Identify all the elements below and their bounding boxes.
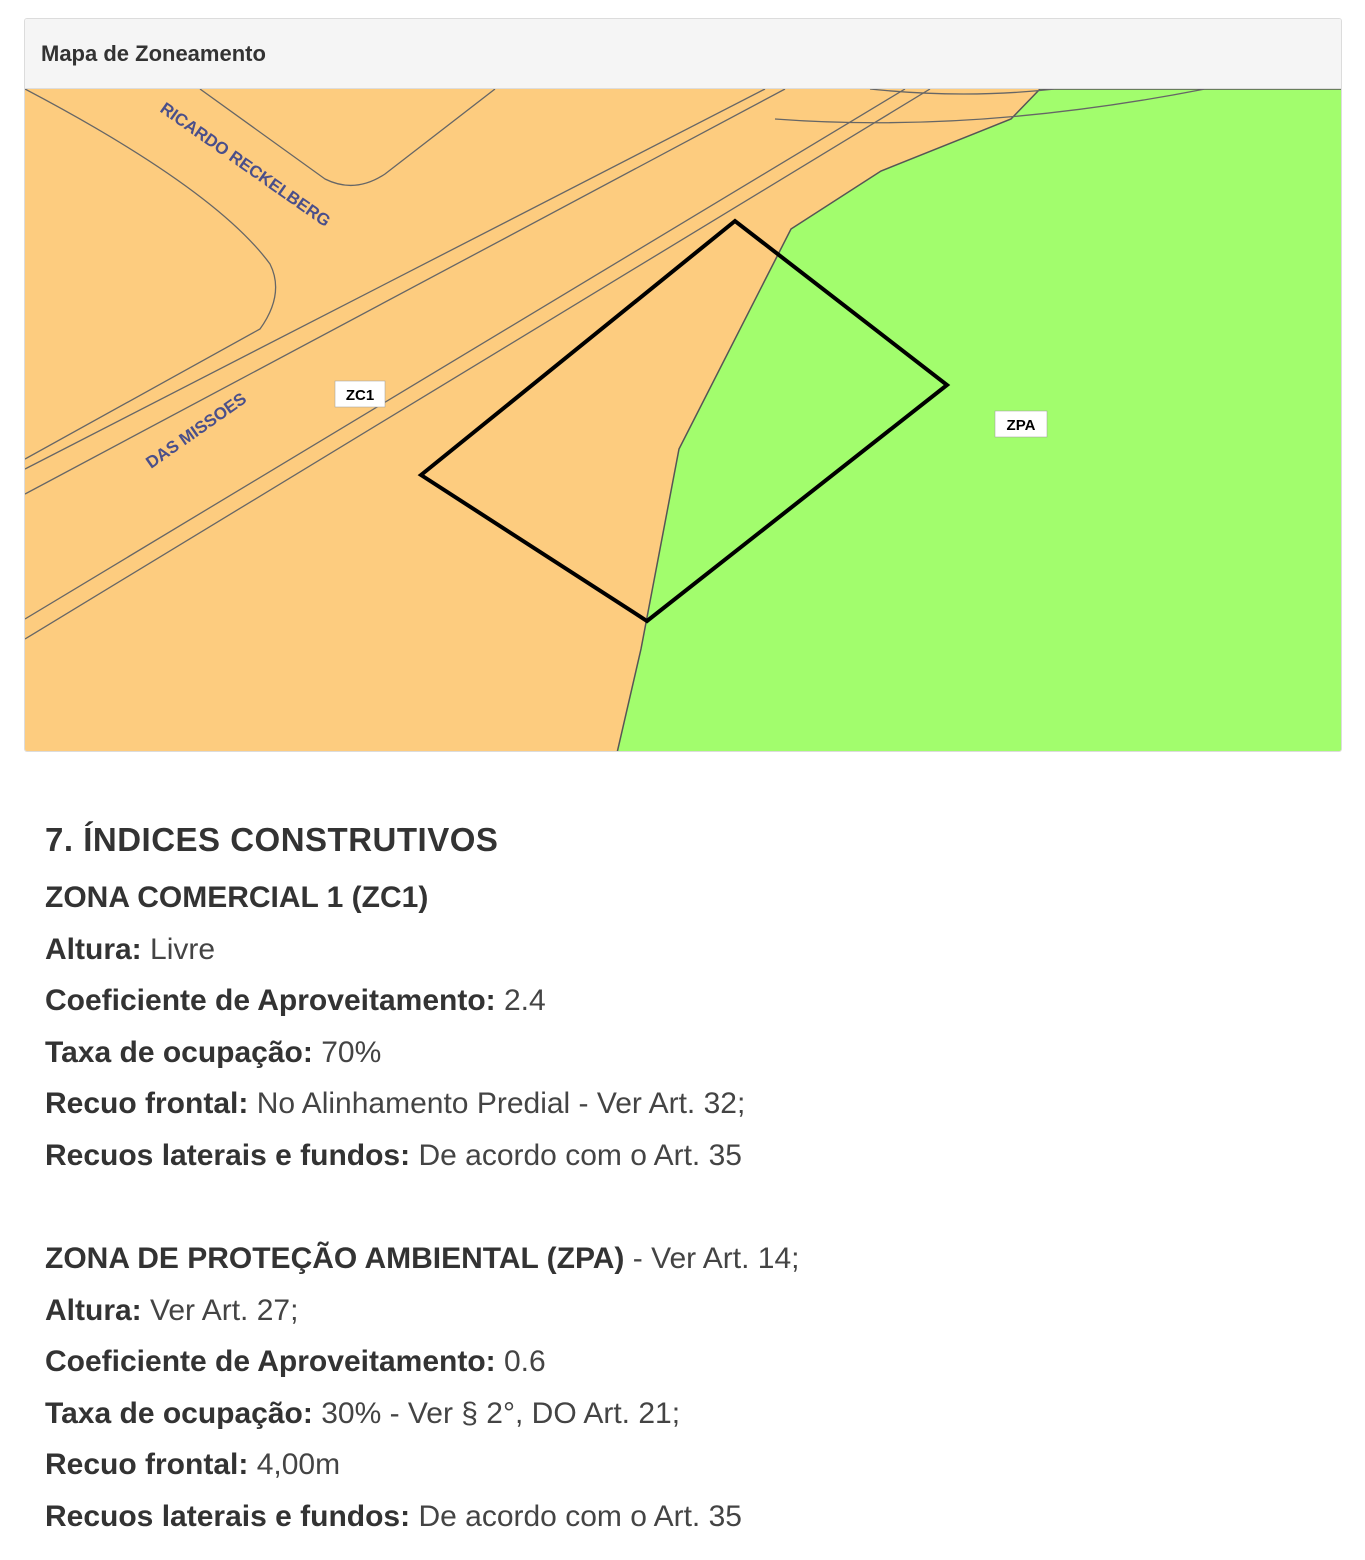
row-value: 30% - Ver § 2°, DO Art. 21; — [321, 1396, 681, 1430]
row-value: Livre — [150, 932, 216, 966]
street-label-das-missoes: DAS MISSOES — [142, 388, 251, 473]
row-label: Recuos laterais e fundos: — [45, 1138, 411, 1172]
zoning-map-panel — [24, 18, 1342, 752]
row-label: Coeficiente de Aproveitamento: — [45, 984, 496, 1017]
zc1-row — [45, 924, 1325, 976]
row-value: De acordo com o Art. 35 — [418, 1138, 742, 1172]
row-value: 0.6 — [503, 1345, 546, 1378]
zpa-block — [45, 1233, 1325, 1542]
row-label: Taxa de ocupação: — [45, 1396, 313, 1430]
row-value: Ver Art. 27; — [150, 1293, 299, 1327]
row-value: No Alinhamento Predial - Ver Art. 32; — [256, 1087, 746, 1120]
zc1-row — [45, 1130, 1325, 1182]
row-value: De acordo com o Art. 35 — [418, 1499, 742, 1533]
zpa-row — [45, 1491, 1325, 1543]
zpa-title: ZONA DE PROTEÇÃO AMBIENTAL (ZPA) — [45, 1242, 625, 1275]
row-value: 2.4 — [503, 984, 546, 1017]
row-label: Altura: — [45, 932, 142, 966]
zone-label-zpa: ZPA — [1006, 417, 1036, 434]
zc1-title: ZONA COMERCIAL 1 (ZC1) — [45, 881, 429, 914]
panel-header — [25, 19, 1341, 89]
row-value: 70% — [321, 1035, 382, 1069]
zpa-title-suffix: - Ver Art. 14; — [632, 1242, 800, 1275]
row-label: Coeficiente de Aproveitamento: — [45, 1345, 496, 1378]
row-label: Altura: — [45, 1293, 142, 1327]
zpa-row — [45, 1285, 1325, 1337]
row-value: 4,00m — [256, 1448, 341, 1481]
row-label: Recuo frontal: — [45, 1448, 249, 1481]
zpa-row — [45, 1439, 1325, 1491]
zc1-block — [45, 872, 1325, 1181]
row-label: Recuos laterais e fundos: — [45, 1499, 411, 1533]
zone-label-zc1: ZC1 — [345, 387, 375, 404]
zpa-row — [45, 1336, 1325, 1388]
panel-title: Mapa de Zoneamento — [41, 40, 266, 66]
row-label: Taxa de ocupação: — [45, 1035, 313, 1069]
zpa-row — [45, 1388, 1325, 1440]
zc1-row — [45, 1027, 1325, 1079]
section-title: 7. ÍNDICES CONSTRUTIVOS — [45, 821, 499, 858]
street-label-ricardo-reckelberg: RICARDO RECKELBERG — [156, 98, 334, 231]
zc1-row — [45, 975, 1325, 1027]
zc1-row — [45, 1078, 1325, 1130]
building-indices-section — [45, 812, 1325, 1542]
row-label: Recuo frontal: — [45, 1087, 249, 1120]
zoning-map[interactable] — [25, 89, 1342, 752]
